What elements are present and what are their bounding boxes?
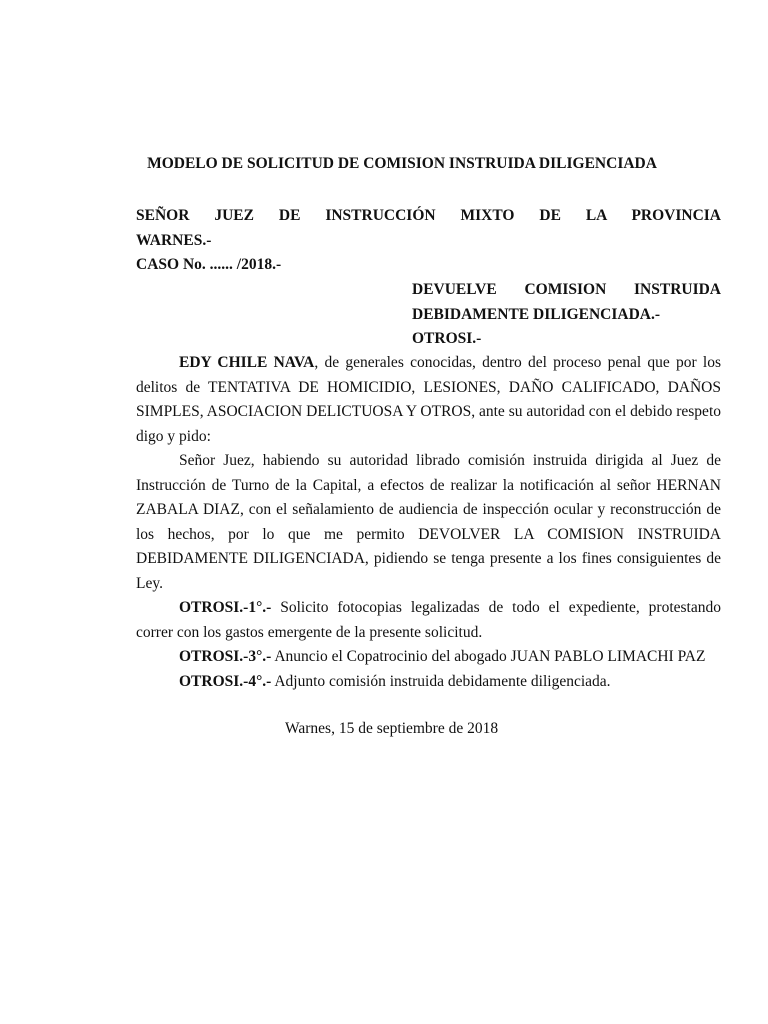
otrosi-4-label: OTROSI.-4°.-	[179, 672, 272, 690]
paragraph-otrosi-1	[136, 596, 721, 645]
addressee-line-2: WARNES.-	[136, 231, 212, 249]
document-body	[136, 351, 721, 694]
otrosi-1-text: Solicito fotocopias legalizadas de todo el expediente, protestando correr con los gastos emergente de la presente solicitud.	[136, 599, 721, 641]
addressee-line-1: SEÑOR JUEZ DE INSTRUCCIÓN MIXTO DE LA PROVINCIA	[136, 207, 721, 224]
addressee-block	[136, 204, 721, 278]
date-line: Warnes, 15 de septiembre de 2018	[285, 720, 499, 737]
paragraph-otrosi-4	[136, 670, 721, 695]
paragraph-intro	[136, 351, 721, 449]
otrosi-4-text: Adjunto comisión instruida debidamente diligenciada.	[271, 672, 611, 690]
paragraph-otrosi-3	[136, 645, 721, 670]
otrosi-3-text: Anuncio el Copatrocinio del abogado JUAN PABLO LIMACHI PAZ	[271, 648, 706, 665]
reference-block	[412, 278, 721, 352]
reference-line-2: DEBIDAMENTE DILIGENCIADA.-	[412, 305, 661, 323]
otrosi-1-label: OTROSI.-1°.-	[179, 599, 272, 616]
document-title: MODELO DE SOLICITUD DE COMISION INSTRUIDA DILIGENCIADA	[147, 155, 657, 172]
case-number: CASO No. ...... /2018.-	[136, 256, 282, 273]
otrosi-3-label: OTROSI.-3°.-	[179, 648, 272, 665]
petitioner-name: EDY CHILE NAVA	[179, 354, 315, 371]
reference-line-3: OTROSI.-	[412, 330, 482, 347]
reference-line-1: DEVUELVE COMISION INSTRUIDA	[412, 281, 721, 298]
paragraph-request: Señor Juez, habiendo su autoridad librado comisión instruida dirigida al Juez de Instrucción de Turno de la Capital, a efectos de realizar la notificación al señor HERNAN ZABALA DIAZ, con el señalamiento de audiencia de inspección ocular y reconstrucción de los hechos, por lo que me permito DEVOLVER LA COMISION INSTRUIDA DEBIDAMENTE DILIGENCIADA, pidiendo se tenga presente a los fines consiguientes de Ley.	[136, 452, 721, 592]
paragraph-intro-text: , de generales conocidas, dentro del proceso penal que por los delitos de TENTATIVA DE HOMICIDIO, LESIONES, DAÑO CALIFICADO, DAÑOS SIMPLES, ASOCIACION DELICTUOSA Y OTROS, ante su autoridad con el debido respeto digo y pido:	[136, 354, 721, 445]
